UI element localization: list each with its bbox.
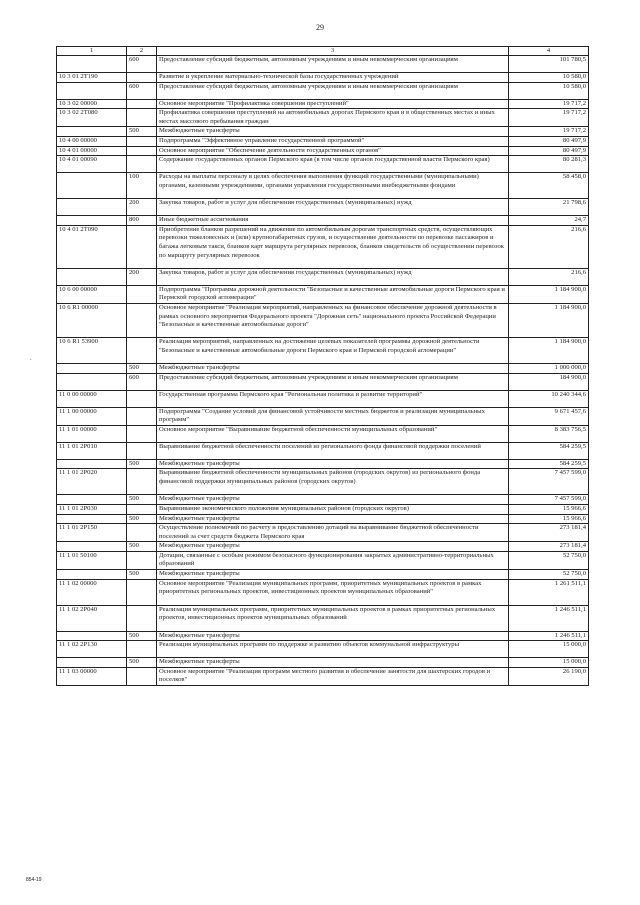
row-name-cell: Межбюджетные трансферты xyxy=(157,127,509,137)
row-amount-cell: 80 497,9 xyxy=(509,136,589,146)
row-expense-type-cell xyxy=(127,146,157,156)
budget-table xyxy=(56,46,589,686)
row-code-cell: 10 6 R1 53900 xyxy=(57,337,127,363)
row-expense-type-cell xyxy=(127,579,157,605)
row-expense-type-cell xyxy=(127,225,157,268)
row-code-cell xyxy=(57,82,127,99)
row-code-cell xyxy=(57,173,127,199)
header-col-1: 1 xyxy=(57,47,127,56)
table-row xyxy=(57,156,589,173)
row-code-cell: 11 1 02 00000 xyxy=(57,579,127,605)
row-expense-type-cell: 500 xyxy=(127,658,157,668)
row-code-cell: 11 1 01 2Р020 xyxy=(57,469,127,495)
table-row xyxy=(57,173,589,199)
row-code-cell: 10 4 01 2Т090 xyxy=(57,225,127,268)
table-row xyxy=(57,225,589,268)
row-expense-type-cell xyxy=(127,109,157,127)
row-expense-type-cell: 500 xyxy=(127,631,157,641)
table-row xyxy=(57,504,589,514)
row-name-cell: Предоставление субсидий бюджетным, автономным учреждениям и иным некоммерческим организациям xyxy=(157,373,509,390)
row-name-cell: Межбюджетные трансферты xyxy=(157,495,509,505)
row-expense-type-cell xyxy=(127,407,157,425)
row-code-cell: 11 1 01 2Р150 xyxy=(57,524,127,542)
row-code-cell xyxy=(57,542,127,552)
row-name-cell: Реализация мероприятий, направленных на достижение целевых показателей программы дорожной деятельности "Безопасные и качественные автомобильные дороги Пермского края и Пермской городской агломерации" xyxy=(157,337,509,363)
row-code-cell: 11 0 00 00000 xyxy=(57,390,127,407)
table-row xyxy=(57,99,589,109)
row-name-cell: Закупка товаров, работ и услуг для обеспечения государственных (муниципальных) нужд xyxy=(157,268,509,285)
row-code-cell: 10 4 01 00000 xyxy=(57,146,127,156)
row-name-cell: Закупка товаров, работ и услуг для обеспечения государственных (муниципальных) нужд xyxy=(157,199,509,216)
row-name-cell: Предоставление субсидий бюджетным, автономным учреждениям и иным некоммерческим организациям xyxy=(157,82,509,99)
row-amount-cell: 1 184 900,0 xyxy=(509,337,589,363)
table-row xyxy=(57,425,589,442)
row-code-cell: 10 3 01 2Т190 xyxy=(57,73,127,83)
row-amount-cell: 26 190,0 xyxy=(509,667,589,685)
row-amount-cell: 1 261 511,1 xyxy=(509,579,589,605)
header-col-2: 2 xyxy=(127,47,157,56)
row-code-cell: 10 4 01 00090 xyxy=(57,156,127,173)
row-amount-cell: 184 900,0 xyxy=(509,373,589,390)
row-amount-cell: 1 246 511,1 xyxy=(509,631,589,641)
table-row xyxy=(57,136,589,146)
row-amount-cell: 1 184 900,0 xyxy=(509,303,589,337)
row-expense-type-cell: 500 xyxy=(127,542,157,552)
table-row xyxy=(57,363,589,373)
row-amount-cell: 15 966,6 xyxy=(509,504,589,514)
row-name-cell: Подпрограмма "Эффективное управление государственной программой" xyxy=(157,136,509,146)
row-code-cell: 11 1 01 2Р030 xyxy=(57,504,127,514)
header-col-3: 3 xyxy=(157,47,509,56)
row-amount-cell: 52 750,0 xyxy=(509,570,589,580)
row-code-cell: 11 1 01 50100 xyxy=(57,551,127,569)
row-amount-cell: 584 259,5 xyxy=(509,442,589,459)
row-expense-type-cell: 800 xyxy=(127,216,157,226)
row-code-cell: 10 6 R1 00000 xyxy=(57,303,127,337)
row-amount-cell: 101 780,5 xyxy=(509,56,589,73)
row-name-cell: Выравнивание экономического положения муниципальных районов (городских округов) xyxy=(157,504,509,514)
row-expense-type-cell: 200 xyxy=(127,268,157,285)
table-row xyxy=(57,667,589,685)
row-expense-type-cell xyxy=(127,337,157,363)
table-row xyxy=(57,542,589,552)
row-amount-cell: 273 181,4 xyxy=(509,542,589,552)
row-amount-cell: 15 000,0 xyxy=(509,658,589,668)
row-code-cell xyxy=(57,514,127,524)
row-expense-type-cell: 500 xyxy=(127,363,157,373)
table-row xyxy=(57,390,589,407)
row-amount-cell: 7 457 599,0 xyxy=(509,469,589,495)
row-amount-cell: 52 750,0 xyxy=(509,551,589,569)
row-code-cell xyxy=(57,570,127,580)
row-amount-cell: 58 458,0 xyxy=(509,173,589,199)
row-name-cell: Расходы на выплаты персоналу в целях обеспечения выполнения функций государственными (муниципальными) органами, казенными учреждениями, органами управления государственными внебюджетными фондами xyxy=(157,173,509,199)
row-name-cell: Межбюджетные трансферты xyxy=(157,459,509,469)
row-name-cell: Межбюджетные трансферты xyxy=(157,363,509,373)
row-name-cell: Межбюджетные трансферты xyxy=(157,542,509,552)
row-name-cell: Дотации, связанные с особым режимом безопасного функционирования закрытых административно-территориальных образований xyxy=(157,551,509,569)
row-amount-cell: 24,7 xyxy=(509,216,589,226)
row-expense-type-cell: 600 xyxy=(127,373,157,390)
row-name-cell: Межбюджетные трансферты xyxy=(157,570,509,580)
row-amount-cell: 1 000 000,0 xyxy=(509,363,589,373)
row-expense-type-cell xyxy=(127,524,157,542)
row-name-cell: Подпрограмма "Создание условий для финансовой устойчивости местных бюджетов и реализации муниципальных программ" xyxy=(157,407,509,425)
row-name-cell: Основное мероприятие "Реализация мероприятий, направленных на финансовое обеспечение дорожной деятельности в рамках основного мероприятия Федерального проекта "Дорожная сеть" национального проекта Российской Федерации "Безопасные и качественные автомобильные дороги" xyxy=(157,303,509,337)
row-code-cell: 10 4 00 00000 xyxy=(57,136,127,146)
row-amount-cell: 1 184 900,0 xyxy=(509,285,589,303)
table-row xyxy=(57,82,589,99)
row-code-cell xyxy=(57,56,127,73)
table-row xyxy=(57,146,589,156)
table-row xyxy=(57,570,589,580)
table-row xyxy=(57,442,589,459)
row-expense-type-cell xyxy=(127,605,157,631)
table-row xyxy=(57,459,589,469)
table-row xyxy=(57,337,589,363)
row-amount-cell: 80 497,9 xyxy=(509,146,589,156)
row-name-cell: Реализация муниципальных программ, приоритетных муниципальных проектов в рамках приоритетных региональных проектов, инвестиционных проектов муниципальных образований xyxy=(157,605,509,631)
table-header-row xyxy=(57,47,589,56)
header-col-4: 4 xyxy=(509,47,589,56)
table-row xyxy=(57,109,589,127)
row-code-cell: 11 1 02 2Р040 xyxy=(57,605,127,631)
row-expense-type-cell xyxy=(127,641,157,658)
row-expense-type-cell: 100 xyxy=(127,173,157,199)
row-expense-type-cell xyxy=(127,442,157,459)
row-name-cell: Основное мероприятие "Профилактика совершения преступлений" xyxy=(157,99,509,109)
table-row xyxy=(57,641,589,658)
row-name-cell: Содержание государственных органов Пермского края (в том числе органов государственной власти Пермского края) xyxy=(157,156,509,173)
row-expense-type-cell xyxy=(127,425,157,442)
row-name-cell: Осуществление полномочий по расчету и предоставлению дотаций на выравнивание бюджетной обеспеченности поселений за счет средств бюджета Пермского края xyxy=(157,524,509,542)
table-row xyxy=(57,56,589,73)
row-code-cell: 10 3 02 00000 xyxy=(57,99,127,109)
row-amount-cell: 80 281,3 xyxy=(509,156,589,173)
row-amount-cell: 19 717,2 xyxy=(509,109,589,127)
row-code-cell: 10 3 02 2Т080 xyxy=(57,109,127,127)
row-expense-type-cell xyxy=(127,156,157,173)
row-name-cell: Межбюджетные трансферты xyxy=(157,658,509,668)
row-code-cell: 10 6 00 00000 xyxy=(57,285,127,303)
row-name-cell: Предоставление субсидий бюджетным, автономным учреждениям и иным некоммерческим организациям xyxy=(157,56,509,73)
row-code-cell xyxy=(57,495,127,505)
row-code-cell xyxy=(57,216,127,226)
row-expense-type-cell: 500 xyxy=(127,459,157,469)
row-code-cell: 11 1 01 2Р010 xyxy=(57,442,127,459)
row-expense-type-cell xyxy=(127,551,157,569)
row-amount-cell: 273 181,4 xyxy=(509,524,589,542)
page-number: 29 xyxy=(316,23,324,32)
table-row xyxy=(57,373,589,390)
row-code-cell: 11 1 02 2Р130 xyxy=(57,641,127,658)
table-row xyxy=(57,268,589,285)
row-amount-cell: 216,6 xyxy=(509,225,589,268)
table-row xyxy=(57,579,589,605)
budget-table-body xyxy=(57,47,589,686)
row-code-cell: 11 1 01 00000 xyxy=(57,425,127,442)
row-code-cell: 11 1 03 00000 xyxy=(57,667,127,685)
row-code-cell xyxy=(57,127,127,137)
row-name-cell: Межбюджетные трансферты xyxy=(157,631,509,641)
row-expense-type-cell: 500 xyxy=(127,495,157,505)
row-amount-cell: 19 717,2 xyxy=(509,127,589,137)
row-name-cell: Основное мероприятие "Реализация программ местного развития и обеспечение занятости для шахтерских городов и поселков" xyxy=(157,667,509,685)
row-expense-type-cell xyxy=(127,390,157,407)
row-amount-cell: 10 240 344,6 xyxy=(509,390,589,407)
row-amount-cell: 9 671 457,6 xyxy=(509,407,589,425)
row-expense-type-cell: 500 xyxy=(127,514,157,524)
table-row xyxy=(57,285,589,303)
row-expense-type-cell xyxy=(127,303,157,337)
table-row xyxy=(57,631,589,641)
row-expense-type-cell xyxy=(127,73,157,83)
table-row xyxy=(57,199,589,216)
row-amount-cell: 10 580,0 xyxy=(509,82,589,99)
table-row xyxy=(57,73,589,83)
table-row xyxy=(57,524,589,542)
table-row xyxy=(57,216,589,226)
row-name-cell: Приобретение бланков разрешений на движение по автомобильным дорогам транспортных средств, осуществляющих перевозки тяжеловесных и (или) крупногабаритных грузов, и осуществление деятельности по перевозке пассажиров и багажа легковым такси, бланков карт маршрута регулярных перевозок, бланков свидетельств об осуществлении перевозок по маршруту регулярных перевозок xyxy=(157,225,509,268)
table-row xyxy=(57,407,589,425)
table-row xyxy=(57,551,589,569)
row-expense-type-cell: 500 xyxy=(127,127,157,137)
row-code-cell xyxy=(57,363,127,373)
row-code-cell xyxy=(57,658,127,668)
footer-code: 854-19 xyxy=(26,877,42,883)
row-expense-type-cell: 200 xyxy=(127,199,157,216)
row-name-cell: Основное мероприятие "Реализация муниципальных программ, приоритетных муниципальных проектов в рамках приоритетных региональных проектов, инвестиционных проектов муниципальных образований" xyxy=(157,579,509,605)
row-amount-cell: 584 259,5 xyxy=(509,459,589,469)
row-name-cell: Иные бюджетные ассигнования xyxy=(157,216,509,226)
table-row xyxy=(57,658,589,668)
row-expense-type-cell: 600 xyxy=(127,56,157,73)
row-name-cell: Подпрограмма "Программа дорожной деятельности "Безопасные и качественные автомобильные дороги Пермского края и Пермской городской агломерации" xyxy=(157,285,509,303)
table-row xyxy=(57,303,589,337)
table-row xyxy=(57,514,589,524)
table-row xyxy=(57,469,589,495)
row-code-cell xyxy=(57,373,127,390)
row-code-cell xyxy=(57,199,127,216)
row-code-cell xyxy=(57,459,127,469)
row-expense-type-cell xyxy=(127,667,157,685)
row-expense-type-cell xyxy=(127,469,157,495)
row-amount-cell: 10 580,0 xyxy=(509,73,589,83)
row-amount-cell: 7 457 599,0 xyxy=(509,495,589,505)
row-name-cell: Основное мероприятие "Обеспечение деятельности государственных органов" xyxy=(157,146,509,156)
row-code-cell: 11 1 00 00000 xyxy=(57,407,127,425)
margin-mark: . xyxy=(30,356,32,362)
row-expense-type-cell xyxy=(127,99,157,109)
row-amount-cell: 15 000,0 xyxy=(509,641,589,658)
row-amount-cell: 1 246 511,1 xyxy=(509,605,589,631)
row-name-cell: Развитие и укрепление материально-технической базы государственных учреждений xyxy=(157,73,509,83)
table-row xyxy=(57,495,589,505)
row-expense-type-cell: 500 xyxy=(127,570,157,580)
table-row xyxy=(57,605,589,631)
row-name-cell: Выравнивание бюджетной обеспеченности муниципальных районов (городских округов) из регионального фонда финансовой поддержки муниципальных районов (городских округов) xyxy=(157,469,509,495)
row-name-cell: Государственная программа Пермского края "Региональная политика и развитие территорий" xyxy=(157,390,509,407)
row-name-cell: Реализация муниципальных программ по поддержке и развитию объектов коммунальной инфраструктуры xyxy=(157,641,509,658)
row-name-cell: Межбюджетные трансферты xyxy=(157,514,509,524)
row-expense-type-cell xyxy=(127,136,157,146)
row-amount-cell: 216,6 xyxy=(509,268,589,285)
row-amount-cell: 8 383 756,5 xyxy=(509,425,589,442)
row-amount-cell: 15 966,6 xyxy=(509,514,589,524)
row-name-cell: Основное мероприятие "Выравнивание бюджетной обеспеченности муниципальных образований" xyxy=(157,425,509,442)
row-name-cell: Профилактика совершения преступлений на автомобильных дорогах Пермского края и в общественных местах и иных местах массового пребывания граждан xyxy=(157,109,509,127)
row-expense-type-cell xyxy=(127,285,157,303)
row-expense-type-cell xyxy=(127,504,157,514)
table-row xyxy=(57,127,589,137)
row-code-cell xyxy=(57,631,127,641)
row-code-cell xyxy=(57,268,127,285)
row-name-cell: Выравнивание бюджетной обеспеченности поселений из регионального фонда финансовой поддержки поселений xyxy=(157,442,509,459)
row-amount-cell: 21 798,6 xyxy=(509,199,589,216)
row-expense-type-cell: 600 xyxy=(127,82,157,99)
row-amount-cell: 19 717,2 xyxy=(509,99,589,109)
